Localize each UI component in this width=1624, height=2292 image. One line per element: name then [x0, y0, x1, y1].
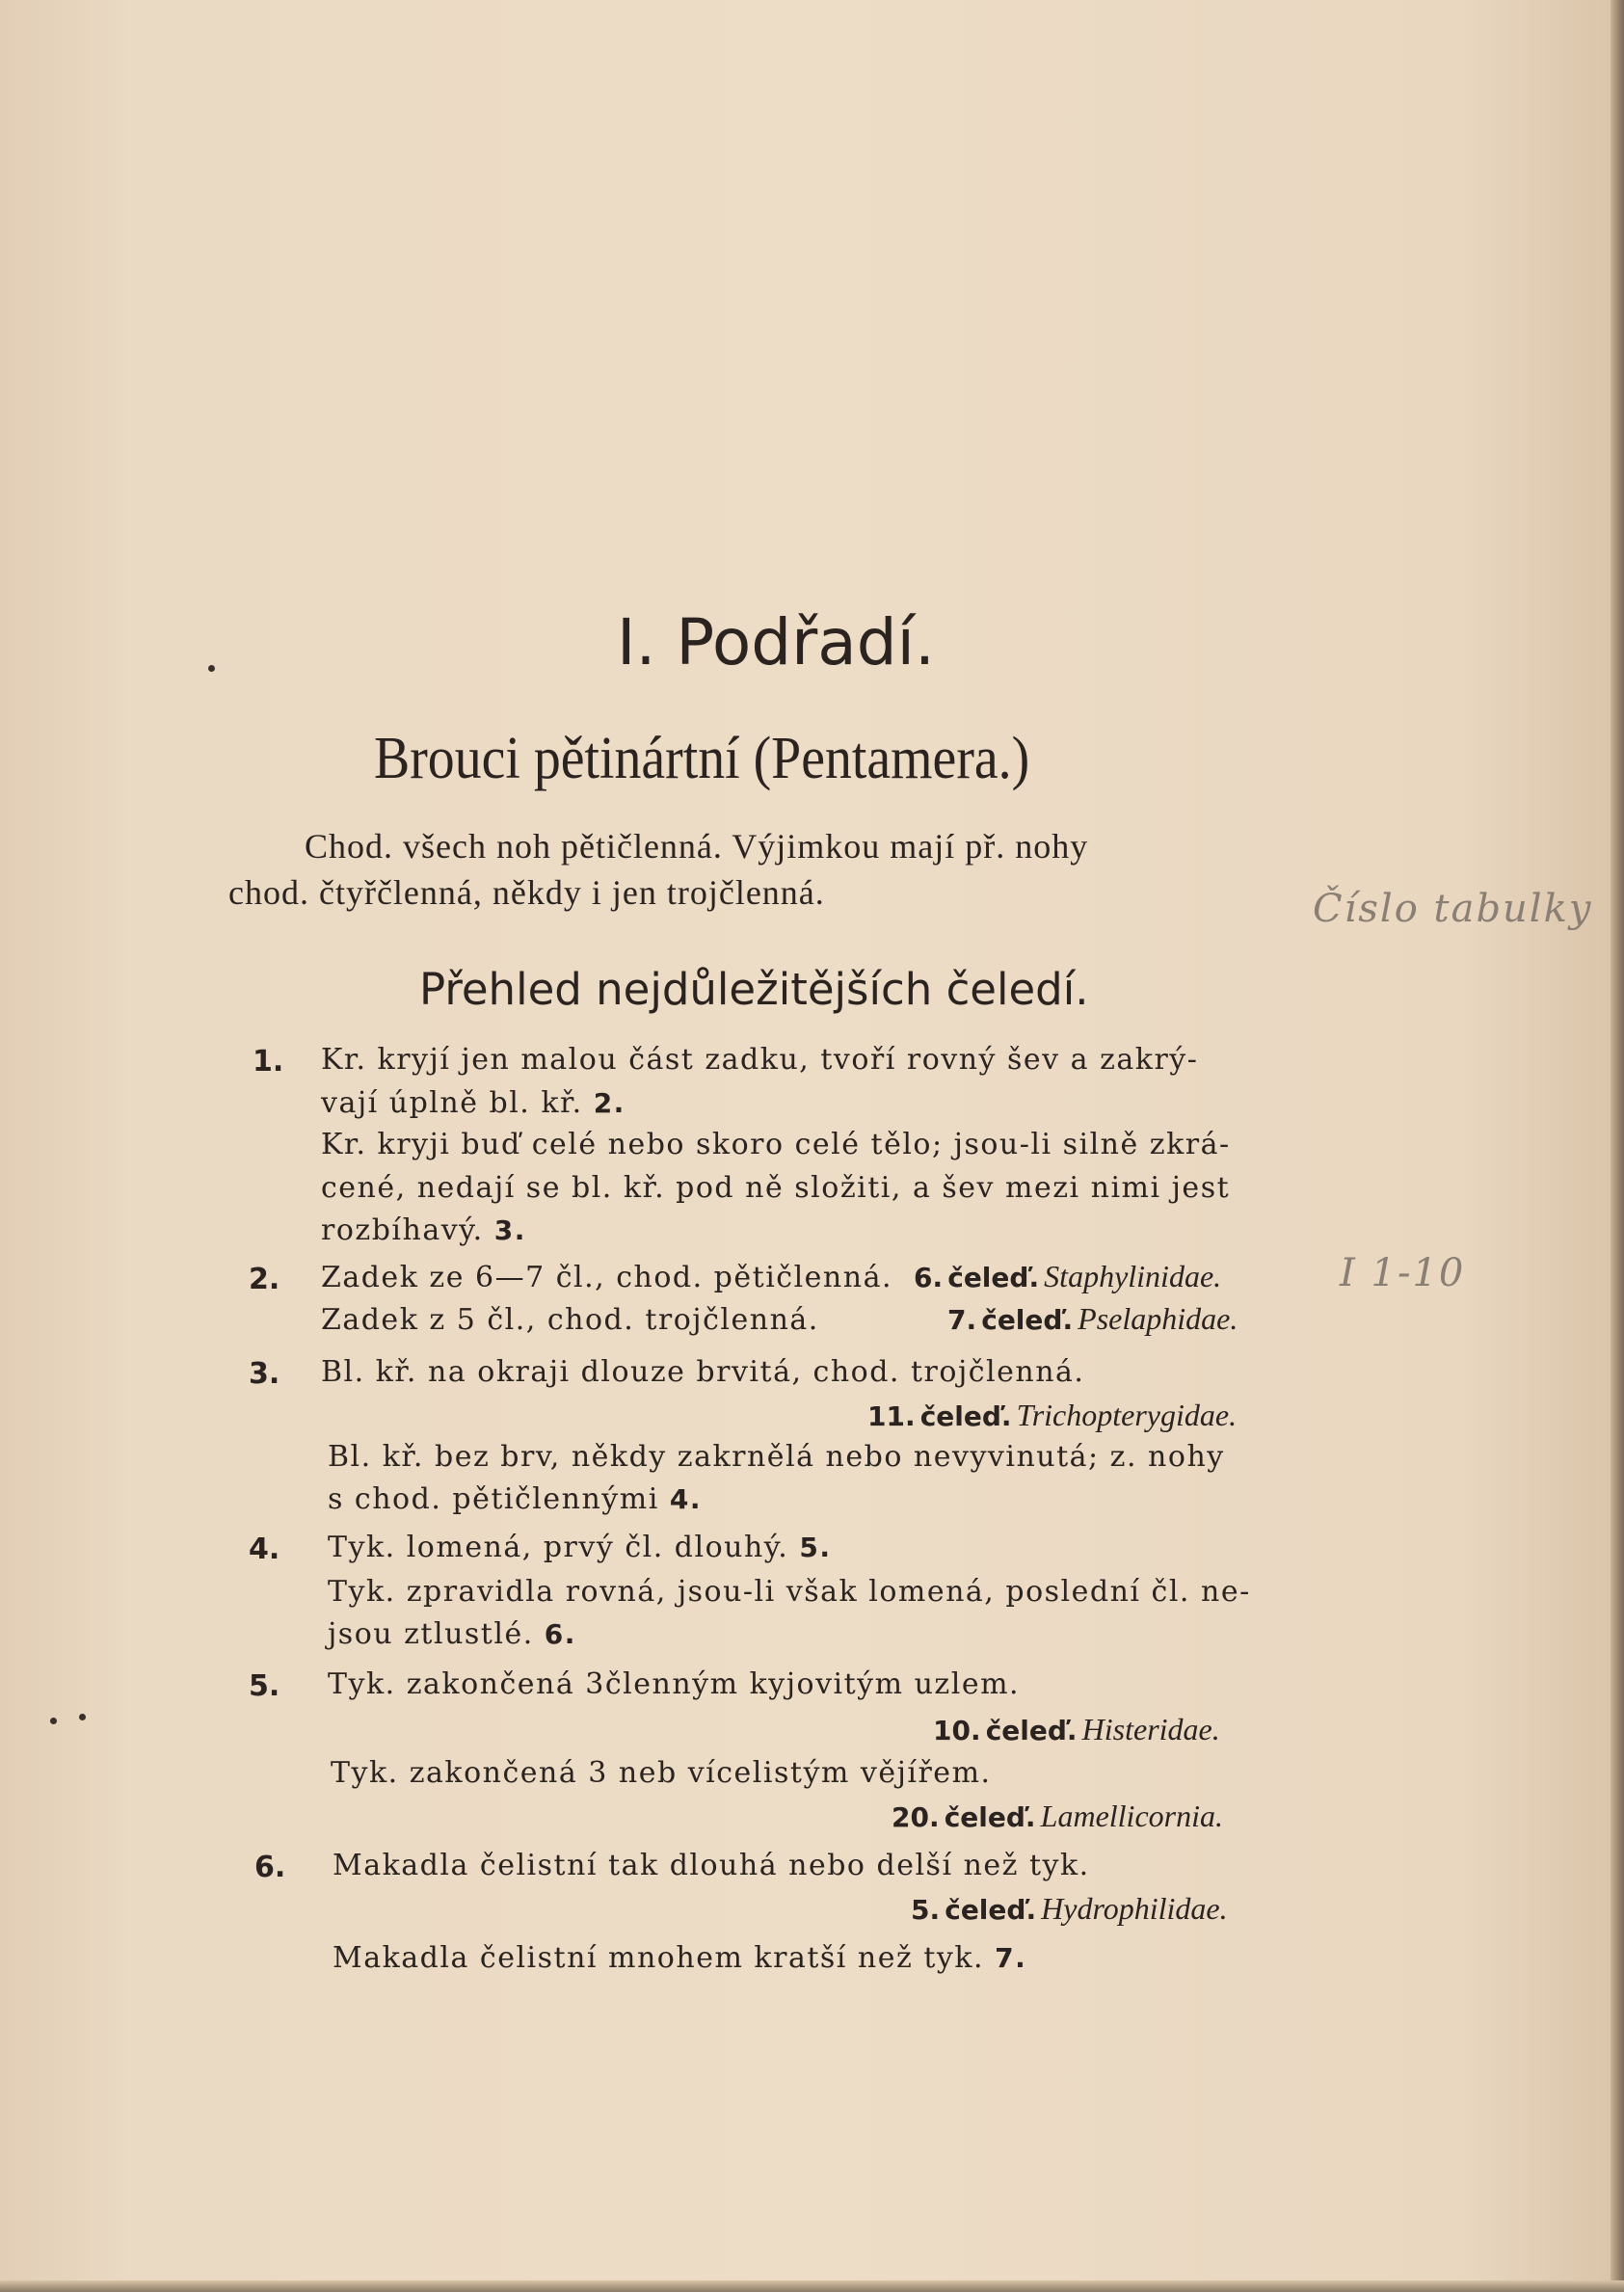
key-line: Kr. kryji buď celé nebo skoro celé tělo; jsou-li silně zkrá-	[321, 1128, 1231, 1161]
key-line: Tyk. zakončená 3 neb vícelistým vějířem.	[331, 1756, 992, 1790]
stray-mark	[79, 1714, 86, 1720]
key-heading: Přehled nejdůležitějších čeledí.	[419, 964, 1089, 1015]
group-heading: Brouci pětinártní (Pentamera.)	[374, 726, 1030, 791]
key-line: Tyk. zakončená 3členným kyjovitým uzlem.	[328, 1667, 1021, 1701]
margin-note-table-range: I 1-10	[1340, 1251, 1466, 1295]
intro-line-1: Chod. všech noh pětičlenná. Výjimkou mají př. nohy	[305, 827, 1089, 866]
couplet-number: 4.	[249, 1532, 280, 1566]
suborder-heading: I. Podřadí.	[617, 605, 935, 680]
stray-mark	[50, 1718, 57, 1724]
key-line: Bl. kř. na okraji dlouze brvitá, chod. trojčlenná.	[321, 1355, 1085, 1389]
page-bottom-edge	[0, 2280, 1624, 2292]
intro-line-2: chod. čtyřčlenná, někdy i jen trojčlenná.	[228, 873, 825, 912]
key-line: Makadla čelistní tak dlouhá nebo delší než tyk.	[333, 1849, 1090, 1882]
family-label: 6. čeleď. Staphylinidae.	[914, 1259, 1222, 1293]
key-line: Zadek z 5 čl., chod. trojčlenná.	[321, 1303, 819, 1337]
family-label: 5. čeleď. Hydrophilidae.	[911, 1891, 1228, 1926]
family-label: 7. čeleď. Pselaphidae.	[947, 1301, 1238, 1336]
key-reference: 4.	[669, 1483, 702, 1515]
family-latin-name: Staphylinidae.	[1044, 1259, 1222, 1293]
family-latin-name: Histeridae.	[1081, 1712, 1220, 1746]
key-reference: 5.	[799, 1532, 832, 1563]
stray-mark	[208, 665, 215, 672]
couplet-number: 1.	[253, 1045, 284, 1079]
key-reference: 6.	[544, 1618, 576, 1650]
key-reference: 7.	[995, 1942, 1027, 1974]
key-line: vají úplně bl. kř. 2.	[321, 1086, 626, 1120]
family-label: 20. čeleď. Lamellicornia.	[892, 1799, 1223, 1833]
family-latin-name: Lamellicornia.	[1040, 1799, 1223, 1833]
key-line: s chod. pětičlennými 4.	[328, 1482, 702, 1516]
key-line: Makadla čelistní mnohem kratší než tyk. 7.	[333, 1941, 1027, 1975]
family-label: 10. čeleď. Histeridae.	[933, 1712, 1220, 1746]
key-reference: 3.	[493, 1214, 526, 1246]
margin-note-tables: Číslo tabulky	[1313, 887, 1593, 931]
key-line: jsou ztlustlé. 6.	[328, 1617, 576, 1651]
key-reference: 2.	[593, 1087, 626, 1119]
family-latin-name: Hydrophilidae.	[1041, 1891, 1228, 1926]
couplet-number: 3.	[249, 1357, 280, 1391]
couplet-number: 2.	[249, 1263, 280, 1296]
key-line: Kr. kryjí jen malou část zadku, tvoří rovný šev a zakrý-	[321, 1043, 1199, 1077]
key-line: Zadek ze 6—7 čl., chod. pětičlenná.	[321, 1261, 892, 1294]
family-latin-name: Pselaphidae.	[1078, 1301, 1238, 1336]
key-line: Tyk. lomená, prvý čl. dlouhý. 5.	[328, 1531, 832, 1564]
family-label: 11. čeleď. Trichopterygidae.	[867, 1398, 1238, 1432]
family-latin-name: Trichopterygidae.	[1016, 1398, 1238, 1432]
key-line: rozbíhavý. 3.	[321, 1213, 526, 1247]
page-right-edge	[1611, 0, 1624, 2292]
key-line: Bl. kř. bez brv, někdy zakrnělá nebo nevyvinutá; z. nohy	[328, 1440, 1225, 1474]
key-line: Tyk. zpravidla rovná, jsou-li však lomená, poslední čl. ne-	[328, 1575, 1251, 1609]
couplet-number: 5.	[249, 1669, 280, 1703]
couplet-number: 6.	[254, 1851, 286, 1884]
key-line: cené, nedají se bl. kř. pod ně složiti, a šev mezi nimi jest	[321, 1171, 1231, 1205]
